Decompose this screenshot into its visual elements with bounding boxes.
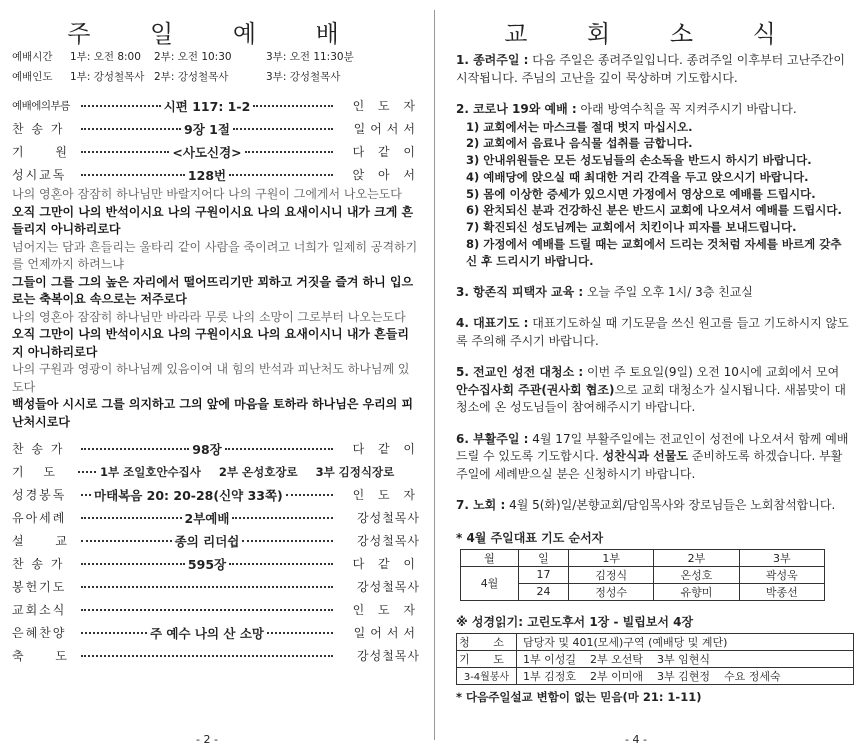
- news-title: 교 회 소 식: [504, 20, 802, 48]
- news-item-6: [456, 431, 850, 484]
- rule: 5) 몸에 이상한 증세가 있으시면 가정에서 영상으로 예배를 드립시다.: [466, 186, 816, 201]
- leader-dots: [81, 105, 161, 107]
- duty-table: [456, 633, 854, 685]
- news-text: 준비하도록 하겠습니다. 부활주일에 세례받으실 분은 신청하시기 바랍니다.: [456, 449, 843, 481]
- order-role: 강성철목사: [357, 649, 420, 663]
- news-item-1: [456, 52, 850, 87]
- leader-dots: [81, 655, 333, 657]
- news-item-3: [456, 284, 850, 302]
- news-item-2: [456, 101, 850, 119]
- order-item: [12, 506, 420, 529]
- table-row: [457, 667, 854, 684]
- table-cell: 온성호: [654, 566, 739, 583]
- reading-line: 그들이 그를 그의 높은 자리에서 떨어뜨리기만 꾀하고 거짓을 즐겨 하니 입으로는 축복이요 속으로는 저주로다: [12, 274, 414, 306]
- table-row: [461, 566, 825, 583]
- order-item: [12, 94, 420, 117]
- order-role: 인 도 자: [352, 488, 420, 502]
- order-role: 강성철목사: [357, 511, 420, 525]
- leader-dots: [81, 151, 169, 153]
- order-label: 예배에의부름: [12, 100, 70, 112]
- service-time-3: 3부: 오전 11:30분: [266, 50, 354, 63]
- page-number: - 2 -: [196, 733, 218, 746]
- news-text: 대표기도하실 때 기도문을 쓰신 원고를 들고 기도하시지 않도록 주의해 주시기 바랍니다.: [456, 316, 849, 348]
- order-item: [12, 483, 420, 506]
- prayer-3: 3부 김정식장로: [315, 464, 395, 479]
- news-text: 오늘 주일 오후 1시/ 3층 친교실: [586, 284, 753, 299]
- order-content: 9장 1절: [184, 121, 230, 137]
- month-cell: 4월: [461, 566, 519, 600]
- leader-dots: [229, 174, 333, 176]
- news-text: 아래 방역수칙을 꼭 지켜주시기 바랍니다.: [580, 102, 797, 116]
- duty-value: 1부 김정호 2부 이미애 3부 김현정 수요 정세숙: [517, 667, 854, 684]
- schedule-title: * 4월 주일대표 기도 순서자: [456, 530, 604, 545]
- news-text: 4월 5(화)일/본향교회/담임목사와 장로님들은 노회참석합니다.: [509, 498, 836, 513]
- news-head: 4. 대표기도 :: [456, 316, 529, 331]
- order-role: 강성철목사: [357, 580, 420, 594]
- table-cell: 곽성욱: [739, 566, 824, 583]
- duty-value: 담당자 및 401(모세)구역 (예배당 및 계단): [517, 633, 854, 650]
- leader-dots: [81, 494, 91, 496]
- order-label: 봉헌기도: [12, 580, 67, 594]
- prayer-2: 2부 온성호장로: [218, 464, 298, 479]
- order-content: 주 예수 나의 산 소망: [150, 625, 265, 641]
- news-text: 으로 교회 대청소가 실시됩니다. 새봄맞이 대청소에 온 성도님들이 참여해주시기 바랍니다.: [456, 382, 846, 415]
- page-divider: [434, 10, 435, 740]
- news-emphasis: 안수집사회 주관(권사회 협조): [456, 382, 615, 397]
- leader-dots: [233, 128, 333, 130]
- order-label: 교회소식: [12, 603, 67, 617]
- news-item-5: [456, 364, 850, 417]
- order-item: [12, 529, 420, 552]
- table-cell: 24: [519, 583, 569, 600]
- news-head: 1. 종려주일 :: [456, 53, 529, 67]
- order-item: [12, 575, 420, 598]
- rule: 2) 교회에서 음료나 음식물 섭취를 금합니다.: [466, 136, 693, 151]
- church-news-page: [440, 0, 860, 752]
- prayer-1: 1부 조일호안수집사: [100, 464, 201, 479]
- duty-label: 기 도: [457, 650, 517, 667]
- prayer-row: [12, 460, 420, 483]
- page-number: - 4 -: [625, 733, 647, 746]
- leader-dots: [81, 128, 181, 130]
- news-head: 3. 항존직 피택자 교육 :: [456, 284, 584, 299]
- order-item: [12, 598, 420, 621]
- leader-dots: [81, 609, 333, 611]
- next-sermon: * 다음주일설교 변함이 없는 믿음(마 21: 1-11): [456, 689, 702, 704]
- reading-line: 나의 구원과 영광이 하나님께 있음이여 내 힘의 반석과 피난처도 하나님께 있도다: [12, 362, 410, 394]
- news-head: 2. 코로나 19와 예배 :: [456, 102, 577, 116]
- rule: 4) 예배당에 앉으실 때 최대한 거리 간격을 두고 앉으시기 바랍니다.: [466, 169, 809, 184]
- order-role: 다 같 이: [352, 557, 421, 571]
- news-item-7: [456, 497, 850, 515]
- worship-title: 주 일 예 배: [67, 20, 365, 48]
- rule: 1) 교회에서는 마스크를 절대 벗지 마십시오.: [466, 119, 693, 134]
- leader-dots: [286, 494, 333, 496]
- leaders-row: [12, 66, 420, 86]
- order-label: 찬 송 가: [12, 557, 65, 571]
- prayer-schedule-table: [460, 549, 825, 601]
- order-item: [12, 621, 420, 644]
- table-row: [457, 650, 854, 667]
- order-role: 일어서서: [353, 122, 420, 136]
- order-label: 찬 송 가: [12, 442, 65, 456]
- order-content: 종의 리더쉽: [174, 533, 240, 549]
- order-label: 기 원: [12, 145, 81, 159]
- leader-dots: [81, 517, 182, 519]
- table-cell: 박종선: [739, 583, 824, 600]
- leader-1: 1부: 강성철목사: [70, 70, 145, 83]
- order-role: 강성철목사: [357, 534, 421, 548]
- service-time-row: [12, 46, 420, 66]
- order-content: <사도신경>: [172, 144, 242, 160]
- reading-line: 오직 그만이 나의 반석이시요 나의 구원이시요 나의 요새이시니 내가 크게 흔들리지 아니하리로다: [12, 204, 414, 236]
- header-cell: 2부: [654, 549, 739, 566]
- order-content: 마태복음 20: 20-28(신약 33쪽): [94, 487, 283, 503]
- news-text: 4월 17일 부활주일에는 전교인이 성전에 나오셔서 함께 예배드릴 수 있도록 기도합시다.: [456, 431, 849, 464]
- order-label: 찬 송 가: [12, 122, 65, 136]
- order-label: 축 도: [12, 649, 81, 663]
- leader-dots: [81, 174, 185, 176]
- order-content: 128번: [187, 167, 227, 183]
- news-text: 다음 주일은 종려주일입니다. 종려주일 이후부터 고난주간이 시작됩니다. 주님의 고난을 깊이 묵상하며 기도합시다.: [456, 53, 845, 85]
- order-role: 앉 아 서: [352, 168, 421, 182]
- leader-dots: [225, 448, 333, 450]
- news-head: 6. 부활주일 :: [456, 431, 529, 446]
- duty-label: 청 소: [457, 633, 517, 650]
- reading-line: 백성들아 시시로 그를 의지하고 그의 앞에 마음을 토하라 하나님은 우리의 피난처시로다: [12, 397, 414, 429]
- leader-dots: [81, 563, 185, 565]
- leader-dots: [232, 517, 333, 519]
- header-cell: 3부: [739, 549, 824, 566]
- leader-dots: [81, 448, 189, 450]
- order-content: 2부예배: [184, 510, 230, 526]
- header-cell: 월: [461, 549, 519, 566]
- order-content: 시편 117: 1-2: [163, 98, 251, 114]
- bible-reading: ※ 성경읽기: 고린도후서 1장 - 빌립보서 4장: [456, 614, 694, 629]
- order-label: 기 도: [12, 465, 63, 479]
- rule: 8) 가정에서 예배를 드릴 때는 교회에서 드리는 것처럼 자세를 바르게 갖추신 후 드리시기 바랍니다.: [466, 237, 842, 268]
- order-role: 일어서서: [353, 626, 421, 640]
- leader-dots: [267, 632, 333, 634]
- leader-dots: [78, 471, 96, 473]
- leader-dots: [81, 586, 333, 588]
- reading-line: 넘어지는 담과 흔들리는 울타리 같이 사람을 죽이려고 너희가 일제히 공격하기를 언제까지 하려느냐: [12, 239, 418, 271]
- table-cell: 김정식: [569, 566, 654, 583]
- leader-dots: [81, 540, 172, 542]
- reading-line: 오직 그만이 나의 반석이시요 나의 구원이시요 나의 요새이시니 내가 흔들리지 아니하리로다: [12, 327, 409, 359]
- order-item: [12, 552, 420, 575]
- order-label: 유아세례: [12, 511, 67, 525]
- order-label: 설 교: [12, 534, 81, 548]
- leader-2: 2부: 강성철목사: [154, 70, 229, 83]
- order-label: 성시교독: [12, 168, 67, 182]
- reading-line: 나의 영혼아 잠잠히 하나님만 바라라 무릇 나의 소망이 그로부터 나오는도다: [12, 309, 406, 324]
- order-role: 인 도 자: [352, 603, 420, 617]
- order-content: 98장: [192, 441, 222, 457]
- order-item: [12, 117, 420, 140]
- duty-label: 3-4월봉사: [457, 667, 517, 684]
- header-cell: 일: [519, 549, 569, 566]
- order-item: [12, 163, 420, 186]
- news-text: 이번 주 토요일(9일) 오전 10시에 교회에서 모여: [586, 365, 840, 380]
- leader-dots: [253, 105, 333, 107]
- table-cell: 17: [519, 566, 569, 583]
- responsive-reading: [12, 186, 420, 431]
- leader-dots: [242, 540, 333, 542]
- order-label: 성경봉독: [12, 488, 67, 502]
- order-label: 은혜찬양: [12, 626, 67, 640]
- news-head: 7. 노회 :: [456, 498, 506, 513]
- leader-dots: [81, 632, 147, 634]
- table-row: [457, 633, 854, 650]
- rule: 6) 완치되신 분과 건강하신 분은 반드시 교회에 나오셔서 예배를 드립시다.: [466, 203, 842, 218]
- news-item-4: [456, 315, 850, 350]
- table-cell: 유향미: [654, 583, 739, 600]
- rule: 3) 안내위원들은 모든 성도님들의 손소독을 반드시 하시기 바랍니다.: [466, 153, 812, 168]
- news-emphasis: 성찬식과 선물도: [602, 449, 688, 464]
- rule: 7) 확진되신 성도님께는 교회에서 치킨이나 피자를 보내드립니다.: [466, 220, 797, 235]
- leaders-label: 예배인도: [12, 70, 53, 83]
- reading-line: 나의 영혼아 잠잠히 하나님만 바랄지어다 나의 구원이 그에게서 나오는도다: [12, 187, 402, 201]
- order-role: 다 같 이: [352, 145, 420, 159]
- order-item: [12, 644, 420, 667]
- header-cell: 1부: [569, 549, 654, 566]
- leader-3: 3부: 강성철목사: [266, 70, 341, 83]
- service-time-label: 예배시간: [12, 50, 53, 63]
- leader-dots: [229, 563, 333, 565]
- order-content: 595장: [187, 556, 227, 572]
- leader-dots: [245, 151, 333, 153]
- covid-rules: [456, 119, 850, 270]
- table-cell: 정성수: [569, 583, 654, 600]
- duty-value: 1부 이성길 2부 오선탁 3부 임현식: [517, 650, 854, 667]
- order-role: 다 같 이: [352, 442, 421, 456]
- service-time-1: 1부: 오전 8:00: [70, 50, 141, 63]
- order-role: 인 도 자: [352, 99, 420, 113]
- service-time-2: 2부: 오전 10:30: [154, 50, 232, 63]
- order-item: [12, 140, 420, 163]
- table-header: [461, 549, 825, 566]
- news-head: 5. 전교인 성전 대청소 :: [456, 365, 584, 380]
- order-item: [12, 437, 420, 460]
